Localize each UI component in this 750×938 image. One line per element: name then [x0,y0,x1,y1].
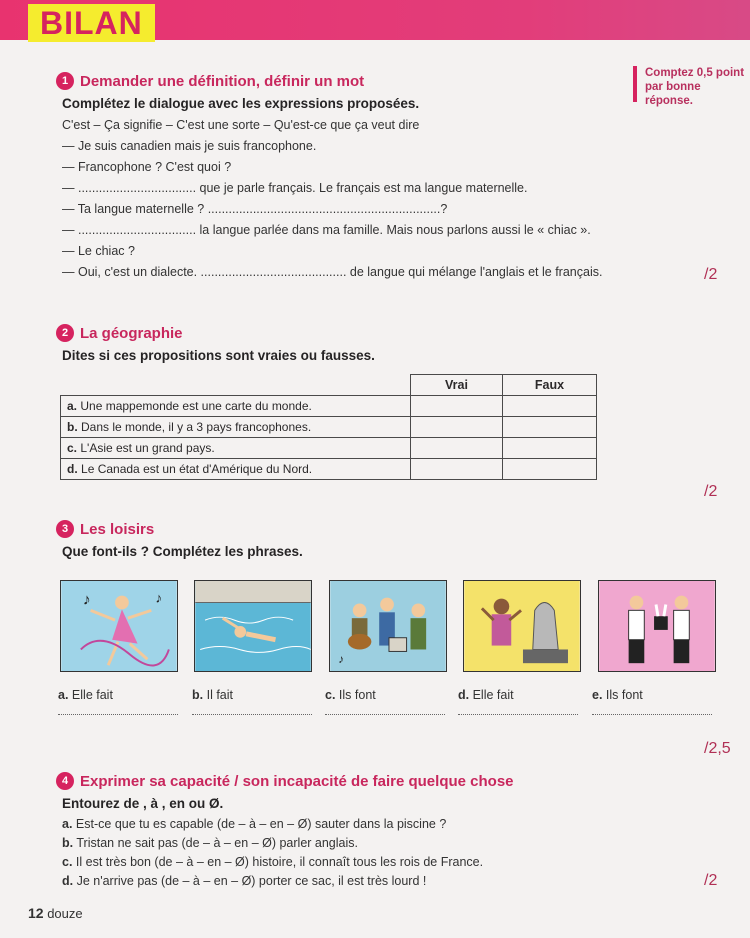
statement-text: Le Canada est un état d'Amérique du Nord. [81,462,313,476]
svg-text:♪: ♪ [155,590,163,606]
faux-cell[interactable] [503,438,597,459]
score-note-line1: Comptez 0,5 point [645,67,745,79]
row-letter: c. [67,441,78,455]
section-loisirs [62,520,303,559]
section-3-heading [62,520,303,538]
section-3-points: /2,5 [704,740,731,757]
section-instruction: Complétez le dialogue avec les expressions proposées. [62,96,420,111]
vrai-cell[interactable] [411,438,503,459]
exercise-items [62,815,682,891]
svg-text:♪: ♪ [338,653,344,667]
dialogue-line: — Oui, c'est un dialecte. .......................................... de langue qui mélange l'anglais et le français. [62,265,603,279]
section-number: 4 [56,772,74,790]
answer-line[interactable] [192,714,312,715]
swimmer-illustration [194,580,312,672]
dialogue-line: — Ta langue maternelle ? ...................................................................? [62,202,448,216]
score-note [633,66,750,107]
caption-a: a. Elle fait [58,688,178,715]
section-title: La géographie [80,324,183,342]
faux-cell[interactable] [503,396,597,417]
section-instruction: Que font-ils ? Complétez les phrases. [62,544,303,559]
table-row [61,417,597,438]
bilan-badge: BILAN [28,4,155,42]
answer-line[interactable] [325,714,445,715]
section-title: Les loisirs [80,520,155,538]
statement-text: Une mappemonde est une carte du monde. [80,399,312,413]
svg-text:♪: ♪ [82,591,91,609]
section-instruction: Entourez de , à , en ou Ø. [62,796,224,811]
exercise-item: a. Est-ce que tu es capable (de – à – en – Ø) sauter dans la piscine ? [62,817,447,831]
answer-line[interactable] [458,714,578,715]
statement-text: L'Asie est un grand pays. [80,441,215,455]
section-4-heading [62,772,682,790]
caption-d: d. Elle fait [458,688,578,715]
dialogue-line: — Francophone ? C'est quoi ? [62,160,232,174]
section-geographie [62,324,375,363]
answer-line[interactable] [58,714,178,715]
section-capacite [62,772,682,891]
captions [58,688,718,722]
table-row [61,459,597,480]
faux-cell[interactable] [503,417,597,438]
magicians-illustration [598,580,716,672]
vrai-cell[interactable] [411,459,503,480]
page-word: douze [47,906,83,921]
page-footer [28,905,83,921]
dialogue-line: C'est – Ça signifie – C'est une sorte – Qu'est-ce que ça veut dire [62,118,420,132]
section-2-points: /2 [704,483,718,500]
row-letter: d. [67,462,78,476]
section-title: Demander une définition, définir un mot [80,72,365,90]
exercise-item: b. Tristan ne sait pas (de – à – en – Ø) parler anglais. [62,836,358,850]
dancer-illustration [60,580,178,672]
statement-text: Dans le monde, il y a 3 pays francophones. [81,420,312,434]
sculptor-illustration [463,580,581,672]
section-number: 1 [56,72,74,90]
exercise-item: d. Je n'arrive pas (de – à – en – Ø) porter ce sac, il est très lourd ! [62,874,427,888]
illustrations [60,580,720,680]
dialogue-line: — .................................. la langue parlée dans ma famille. Mais nous parlons aussi le « chiac ». [62,223,591,237]
vrai-cell[interactable] [411,396,503,417]
dialogue-line: — Je suis canadien mais je suis francophone. [62,139,317,153]
section-number: 3 [56,520,74,538]
column-faux: Faux [503,375,597,396]
dialogue-lines [62,115,642,283]
faux-cell[interactable] [503,459,597,480]
section-1-heading [62,72,642,90]
column-vrai: Vrai [411,375,503,396]
section-number: 2 [56,324,74,342]
table-row [61,396,597,417]
exercise-item: c. Il est très bon (de – à – en – Ø) histoire, il connaît tous les rois de France. [62,855,484,869]
row-letter: a. [67,399,78,413]
table-row [61,438,597,459]
caption-b: b. Il fait [192,688,312,715]
row-letter: b. [67,420,78,434]
section-title: Exprimer sa capacité / son incapacité de faire quelque chose [80,772,514,790]
answer-line[interactable] [592,714,712,715]
section-definition [62,72,642,283]
section-2-heading [62,324,375,342]
section-1-points: /2 [704,266,718,283]
musicians-illustration [329,580,447,672]
score-note-line2: par bonne réponse. [645,81,701,107]
dialogue-line: — Le chiac ? [62,244,135,258]
page-number: 12 [28,905,44,921]
caption-e: e. Ils font [592,688,712,715]
vrai-cell[interactable] [411,417,503,438]
section-4-points: /2 [704,872,718,889]
caption-c: c. Ils font [325,688,445,715]
dialogue-line: — .................................. que je parle français. Le français est ma langue maternelle. [62,181,528,195]
section-instruction: Dites si ces propositions sont vraies ou fausses. [62,348,375,363]
true-false-table [60,374,597,480]
